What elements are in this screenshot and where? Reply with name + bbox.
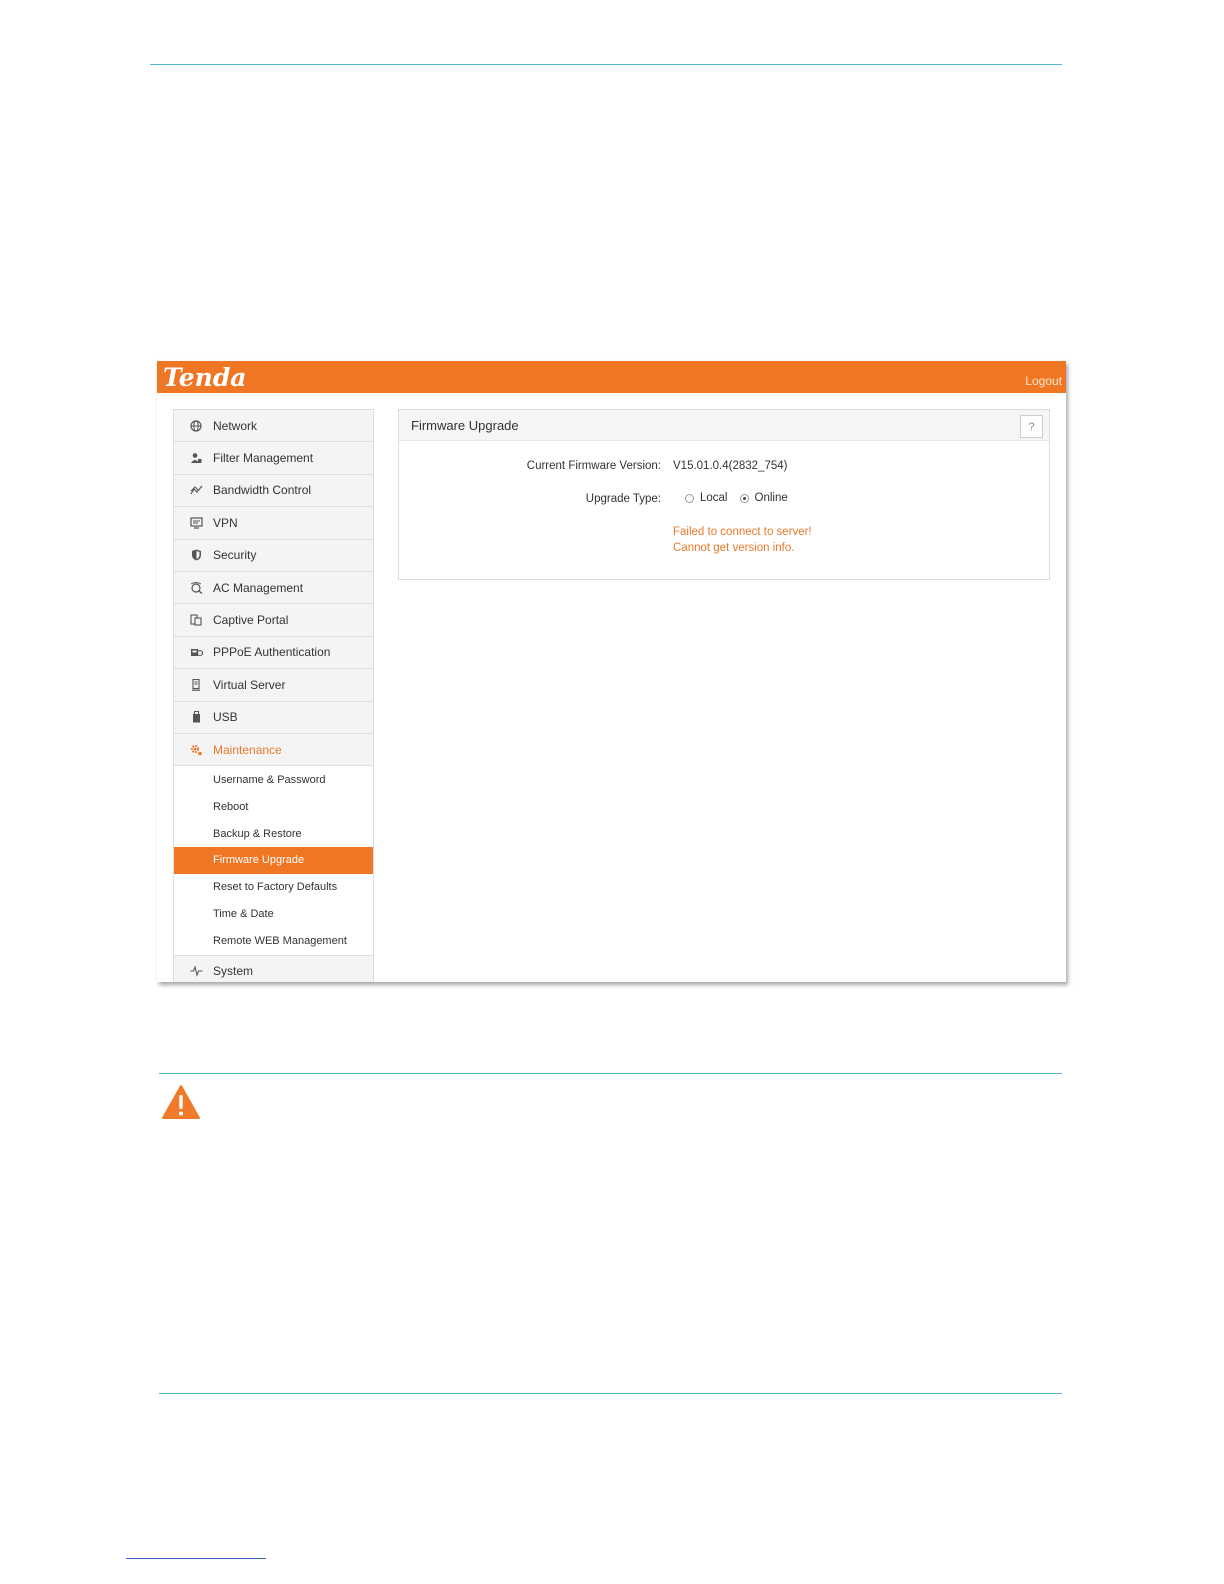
sidebar-item-pppoe-authentication[interactable] <box>174 637 373 669</box>
sidebar-item-label: Maintenance <box>213 742 282 757</box>
sidebar-item-virtual-server[interactable] <box>174 669 373 701</box>
sidebar-item-captive-portal[interactable] <box>174 604 373 636</box>
sidebar-item-label: Filter Management <box>213 451 314 466</box>
current-version-value: V15.01.0.4(2832_754) <box>673 460 788 472</box>
sidebar <box>173 409 374 982</box>
radio-local-label[interactable]: Local <box>700 492 728 504</box>
help-button[interactable]: ? <box>1020 415 1043 438</box>
top-bar <box>157 361 1066 393</box>
radio-online-label[interactable]: Online <box>754 492 788 504</box>
submenu-item-remote-web-management[interactable]: Remote WEB Management <box>213 935 347 948</box>
sidebar-item-maintenance[interactable] <box>174 734 373 766</box>
sidebar-item-label: Security <box>213 548 257 563</box>
note-bottom-rule <box>159 1393 1062 1394</box>
upgrade-type-radio-group <box>685 492 800 504</box>
submenu-item-firmware-upgrade[interactable]: Firmware Upgrade <box>174 847 373 874</box>
sidebar-item-network[interactable] <box>174 410 373 442</box>
submenu-item-backup-restore[interactable]: Backup & Restore <box>213 827 302 840</box>
sidebar-item-label: Bandwidth Control <box>213 483 312 498</box>
submenu-item-time-date[interactable]: Time & Date <box>213 908 274 921</box>
tenda-logo <box>161 363 285 391</box>
submenu-item-reset-factory-defaults[interactable]: Reset to Factory Defaults <box>213 881 338 894</box>
sidebar-item-usb[interactable] <box>174 702 373 734</box>
panel-title: Firmware Upgrade <box>411 418 519 433</box>
sidebar-item-vpn[interactable] <box>174 507 373 539</box>
header-rule <box>150 64 1062 65</box>
monitor-icon <box>189 516 203 530</box>
warning-icon <box>161 1084 201 1120</box>
portal-icon <box>189 613 203 627</box>
logout-link[interactable]: Logout <box>1025 374 1062 388</box>
radio-local[interactable] <box>685 494 694 503</box>
shield-icon <box>189 548 203 562</box>
sidebar-item-bandwidth-control[interactable] <box>174 475 373 507</box>
sidebar-item-label: USB <box>213 710 238 725</box>
server-icon <box>189 678 203 692</box>
firmware-upgrade-panel <box>398 409 1050 580</box>
footer-link-underline <box>126 1558 266 1559</box>
bandwidth-icon <box>189 483 203 497</box>
error-message-connect: Failed to connect to server! <box>673 526 812 538</box>
sidebar-item-label: AC Management <box>213 580 304 595</box>
note-top-rule <box>159 1073 1062 1074</box>
sidebar-item-label: VPN <box>213 515 238 530</box>
submenu-item-username-password[interactable]: Username & Password <box>213 773 326 786</box>
upgrade-type-label: Upgrade Type: <box>585 493 661 505</box>
submenu-item-reboot[interactable]: Reboot <box>213 800 249 813</box>
user-filter-icon <box>189 451 203 465</box>
usb-icon <box>189 710 203 724</box>
pppoe-icon <box>189 645 203 659</box>
pulse-icon <box>189 964 203 978</box>
sidebar-item-label: Virtual Server <box>213 677 286 692</box>
error-message-version: Cannot get version info. <box>673 542 795 554</box>
gears-icon <box>189 743 203 757</box>
sidebar-item-filter-management[interactable] <box>174 442 373 474</box>
radio-online[interactable] <box>740 494 749 503</box>
ac-management-icon <box>189 581 203 595</box>
sidebar-item-ac-management[interactable] <box>174 572 373 604</box>
current-version-label: Current Firmware Version: <box>526 460 661 472</box>
sidebar-item-label: System <box>213 964 254 979</box>
router-ui-screenshot <box>157 361 1066 982</box>
sidebar-item-security[interactable] <box>174 540 373 572</box>
globe-icon <box>189 419 203 433</box>
sidebar-item-system[interactable] <box>174 956 373 982</box>
panel-header <box>399 410 1049 441</box>
svg-text:Tenda: Tenda <box>163 363 247 391</box>
sidebar-item-label: PPPoE Authentication <box>213 645 331 660</box>
maintenance-submenu <box>174 766 373 955</box>
sidebar-item-label: Network <box>213 418 258 433</box>
sidebar-item-label: Captive Portal <box>213 613 289 628</box>
